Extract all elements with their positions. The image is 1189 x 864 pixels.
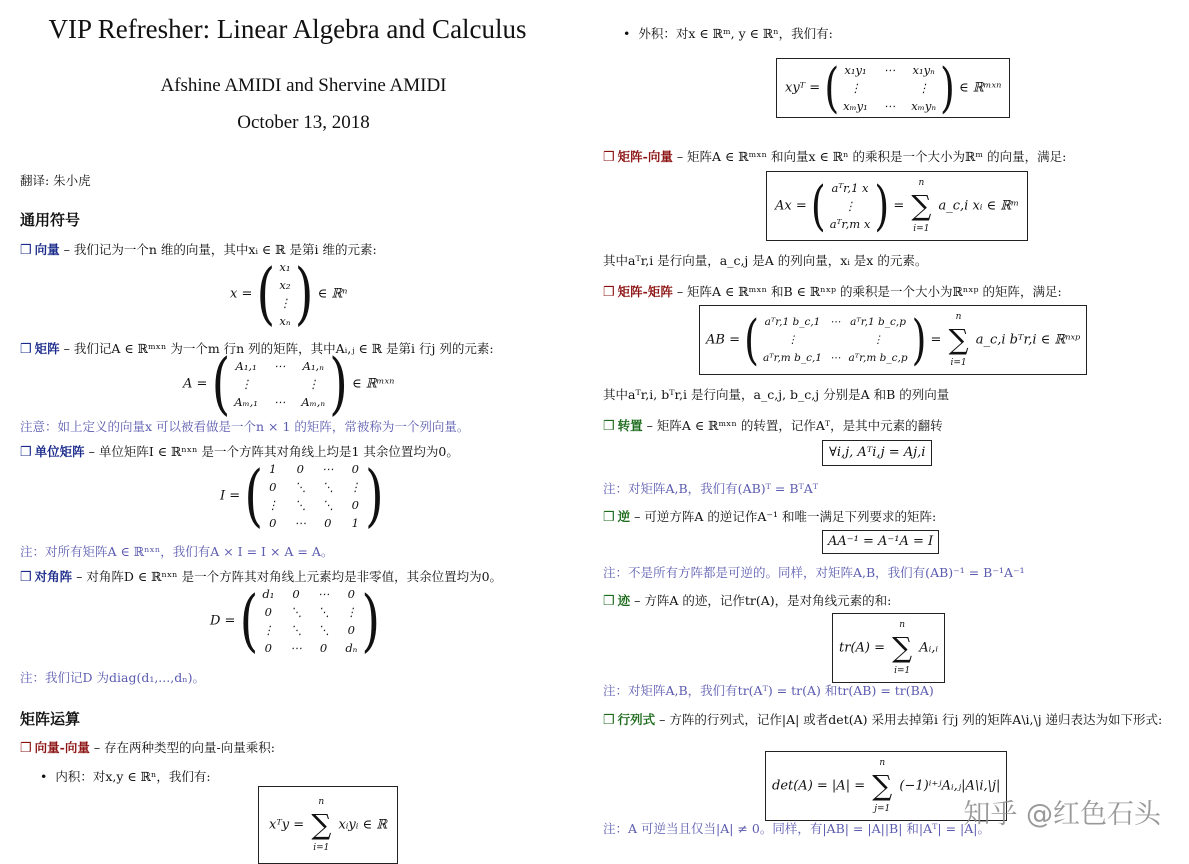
matrix-cell: ⋱: [290, 623, 302, 637]
matrix-cell: ⋱: [322, 498, 334, 512]
trace-definition: [603, 592, 1173, 611]
sum-sign-icon: ∑: [948, 323, 969, 356]
checkbox-icon: ❒: [603, 713, 615, 728]
matrix-cell: ⋱: [317, 623, 330, 637]
matrix-vector-text: – 矩阵A ∈ ℝᵐˣⁿ 和向量x ∈ ℝⁿ 的乘积是一个大小为ℝᵐ 的向量，满足:: [672, 149, 1067, 164]
matrix-cell: 0: [324, 516, 332, 530]
diagonal-text: – 对角阵D ∈ ℝⁿˣⁿ 是一个方阵其对角线上元素均是非零值，其余位置均为0。: [72, 569, 503, 584]
matrix-cell: ⋯: [829, 316, 841, 328]
sum-upper: n: [955, 312, 962, 322]
matrix-cell: x₂: [279, 278, 291, 292]
determinant-term: 行列式: [617, 712, 656, 727]
transpose-term: 转置: [617, 418, 643, 433]
determinant-text: – 方阵的行列式，记作|A| 或者det(A) 采用去掉第i 行j 列的矩阵A\i,\j 递归表达为如下形式:: [655, 712, 1163, 727]
matrix-cell: 0: [269, 516, 277, 530]
inner-product-equation: [258, 786, 398, 864]
matrix-cell: [884, 79, 896, 97]
matrix-cell: ⋯: [883, 63, 896, 77]
matrix-cell: 0: [264, 641, 272, 655]
matrix-cell: 0: [319, 641, 328, 655]
det-eq-rhs: (−1)ⁱ⁺ʲAᵢ,ⱼ|A\i,\j|: [899, 778, 1001, 794]
transpose-note: 注：对矩阵A,B，我们有(AB)ᵀ = BᵀAᵀ: [603, 481, 819, 496]
inner-eq-lhs: xᵀy =: [269, 817, 305, 833]
matrix-cell: ⋮: [279, 296, 291, 310]
matrix-cell: aᵀr,m b_c,p: [848, 352, 908, 364]
inverse-eq: AA⁻¹ = A⁻¹A = I: [822, 530, 939, 554]
matrix-cell: ⋯: [273, 359, 286, 373]
determinant-note: 注：A 可逆当且仅当|A| ≠ 0。同样，有|AB| = |A||B| 和|Aᵀ| = |A|。: [603, 821, 990, 836]
matrix-cell: 0: [292, 587, 300, 601]
matrix-cell: ⋱: [317, 605, 330, 619]
checkbox-icon: ❒: [20, 570, 32, 585]
checkbox-icon: ❒: [603, 510, 615, 525]
matrix-cell: ⋮: [872, 334, 884, 346]
sum-upper: n: [899, 620, 906, 630]
vector-text: – 我们记为一个n 维的向量，其中xᵢ ∈ ℝ 是第i 维的元素:: [59, 242, 377, 257]
det-eq-lhs: det(A) = |A| =: [772, 778, 866, 794]
matrix-cell: 1: [269, 462, 277, 476]
matrix-cell: ⋯: [829, 352, 841, 364]
trace-text: – 方阵A 的迹，记作tr(A)，是对角线元素的和:: [630, 593, 892, 608]
matrix-cell: x₁yₙ: [912, 63, 935, 77]
sum-sign-icon: ∑: [311, 808, 332, 841]
watermark: 知乎 @红色石头: [963, 799, 1161, 830]
bullet-icon: •: [623, 26, 631, 41]
checkbox-icon: ❒: [20, 342, 32, 357]
matrix-vector-definition: [603, 148, 1173, 167]
matrix-cell: xₙ: [279, 314, 291, 328]
section-operations: 矩阵运算: [20, 710, 81, 728]
trace-equation: [832, 613, 945, 683]
checkbox-icon: ❒: [603, 285, 615, 300]
matrix-cell: aᵀr,m b_c,1: [762, 352, 822, 364]
matrix-cell: 0: [264, 605, 272, 619]
vector-eq-lhs: x =: [230, 286, 253, 302]
matrix-entries: [234, 357, 325, 411]
sum-lower: i=1: [894, 666, 911, 676]
matrix-cell: ⋮: [844, 199, 856, 213]
matrix-equation: A = ( A₁,₁ ⋯ A₁,ₙ ⋮ ⋮ Aₘ,₁ ⋯ Aₘ,ₙ ) ∈ ℝᵐˣⁿ: [183, 344, 395, 424]
matrix-cell: ⋮: [917, 81, 930, 95]
matrix-vector-term: 矩阵-向量: [617, 149, 673, 164]
vector-vector-term: 向量-向量: [34, 740, 90, 755]
matrix-cell: ⋯: [294, 516, 307, 530]
diagonal-equation: D = ( d₁ 0 ⋯ 0 0 ⋱ ⋱ ⋮ ⋮ ⋱ ⋱ 0 0 ⋯ 0 dₙ ): [210, 581, 381, 661]
transpose-definition: [603, 417, 1173, 436]
matrix-cell: 0: [269, 480, 277, 494]
matrix-cell: ⋮: [240, 377, 252, 391]
sum-upper: n: [879, 758, 886, 768]
matrix-cell: ⋮: [345, 605, 358, 619]
inner-product-text: 内积：对x,y ∈ ℝⁿ，我们有:: [55, 769, 211, 784]
matrix-cell: ⋱: [294, 498, 307, 512]
outer-entries: [843, 61, 936, 115]
vector-equation: x = ( x₁ x₂ ⋮ xₙ ) ∈ ℝⁿ: [230, 254, 348, 334]
matrix-cell: ⋮: [849, 81, 862, 95]
translator-line: 翻译: 朱小虎: [20, 173, 91, 188]
section-notation: 通用符号: [20, 211, 81, 229]
checkbox-icon: ❒: [20, 243, 32, 258]
sum-lower: j=1: [874, 804, 891, 814]
inverse-term: 逆: [617, 509, 631, 524]
inner-product-item: [40, 768, 211, 786]
checkbox-icon: ❒: [603, 419, 615, 434]
matrix-matrix-term: 矩阵-矩阵: [617, 284, 673, 299]
matrix-cell: [274, 375, 286, 393]
mv-eq-lhs: Ax =: [775, 198, 807, 214]
paper-title: VIP Refresher: Linear Algebra and Calculus: [48, 14, 527, 44]
outer-product-item: [623, 25, 833, 43]
sum-upper: n: [918, 178, 925, 188]
inner-eq-rhs: xᵢyᵢ ∈ ℝ: [338, 817, 388, 833]
vector-eq-rhs: ∈ ℝⁿ: [317, 286, 348, 302]
transpose-equation: [822, 440, 932, 466]
identity-eq-lhs: I =: [220, 488, 241, 504]
matrix-text: – 我们记A ∈ ℝᵐˣⁿ 为一个m 行n 列的矩阵，其中Aᵢ,ⱼ ∈ ℝ 是第i 行j 列的元素:: [59, 341, 494, 356]
identity-term: 单位矩阵: [34, 444, 85, 459]
inverse-equation: [822, 530, 939, 554]
paper-authors: Afshine AMIDI and Shervine AMIDI: [160, 75, 447, 96]
matrix-cell: Aₘ,ₙ: [301, 395, 326, 409]
matrix-cell: ⋮: [262, 623, 275, 637]
matrix-cell: 0: [351, 498, 359, 512]
matrix-cell: ⋮: [307, 377, 320, 391]
sum-lower: i=1: [313, 843, 330, 853]
matrix-cell: ⋯: [290, 641, 302, 655]
matrix-cell: ⋱: [290, 605, 302, 619]
matrix-cell: ⋮: [349, 480, 362, 494]
matrix-cell: x₁: [279, 260, 291, 274]
sum-lower: i=1: [950, 358, 967, 368]
mv-eq-rhs: a_c,i xᵢ ∈ ℝᵐ: [938, 198, 1020, 214]
identity-note: 注：对所有矩阵A ∈ ℝⁿˣⁿ，我们有A × I = I × A = A。: [20, 544, 334, 559]
matrix-cell: ⋱: [294, 480, 307, 494]
sum-lower: i=1: [913, 224, 930, 234]
inverse-text: – 可逆方阵A 的逆记作A⁻¹ 和唯一满足下列要求的矩阵:: [630, 509, 937, 524]
matrix-cell: ⋯: [273, 395, 286, 409]
checkbox-icon: ❒: [20, 445, 32, 460]
matrix-cell: d₁: [262, 587, 275, 601]
sum-sign-icon: ∑: [872, 769, 893, 802]
matrix-cell: xₘy₁: [843, 99, 868, 113]
vector-term: 向量: [34, 242, 60, 257]
matrix-cell: ⋯: [322, 462, 334, 476]
outer-eq-lhs: xyᵀ =: [785, 80, 821, 96]
matrix-eq-rhs: ∈ ℝᵐˣⁿ: [351, 376, 395, 392]
checkbox-icon: ❒: [20, 741, 32, 756]
mv-entries: [830, 179, 871, 233]
matrix-cell: A₁,ₙ: [302, 359, 324, 373]
outer-eq-rhs: ∈ ℝᵐˣⁿ: [958, 80, 1002, 96]
sum-sign-icon: ∑: [892, 631, 913, 664]
matrix-cell: xₘyₙ: [911, 99, 936, 113]
determinant-definition: [603, 711, 1173, 730]
trace-note: 注：对矩阵A,B，我们有tr(Aᵀ) = tr(A) 和tr(AB) = tr(BA): [603, 683, 934, 698]
matrix-cell: 1: [351, 516, 359, 530]
matrix-matrix-definition: [603, 283, 1173, 302]
outer-product-text: 外积：对x ∈ ℝᵐ, y ∈ ℝⁿ，我们有:: [638, 26, 833, 41]
matrix-matrix-note: 其中aᵀr,i, bᵀr,i 是行向量，a_c,j, b_c,j 分别是A 和B 的列向量: [603, 387, 950, 402]
checkbox-icon: ❒: [603, 150, 615, 165]
matrix-note: 注意：如上定义的向量x 可以被看做是一个n × 1 的矩阵，常被称为一个列向量。: [20, 419, 470, 434]
matrix-cell: aᵀr,m x: [829, 217, 871, 231]
diagonal-entries: [262, 585, 357, 657]
mm-entries: [763, 313, 908, 367]
matrix-cell: x₁y₁: [844, 63, 867, 77]
matrix-cell: [830, 331, 841, 349]
identity-text: – 单位矩阵I ∈ ℝⁿˣⁿ 是一个方阵其对角线上均是1 其余位置均为0。: [84, 444, 459, 459]
matrix-cell: aᵀr,1 b_c,p: [850, 316, 906, 328]
transpose-text: – 矩阵A ∈ ℝᵐˣⁿ 的转置，记作Aᵀ，是其中元素的翻转: [642, 418, 943, 433]
matrix-cell: ⋯: [317, 587, 330, 601]
mm-eq-lhs: AB =: [706, 332, 740, 348]
diagonal-note: 注：我们记D 为diag(d₁,...,dₙ)。: [20, 670, 205, 685]
matrix-matrix-equation: AB = ( aᵀr,1 b_c,1 ⋯ aᵀr,1 b_c,p ⋮ ⋮ aᵀr,m b_c,1 ⋯ aᵀr,m b_c,p ) = n ∑ i=1 a_c,i bᵀr,i ∈ ℝⁿˣᵖ: [699, 305, 1087, 375]
matrix-vector-equation: Ax = ( aᵀr,1 x ⋮ aᵀr,m x ) = n ∑ i=1 a_c,i xᵢ ∈ ℝᵐ: [766, 171, 1028, 241]
mm-eq-rhs: a_c,i bᵀr,i ∈ ℝⁿˣᵖ: [975, 332, 1081, 348]
matrix-term: 矩阵: [34, 341, 60, 356]
matrix-cell: ⋯: [883, 99, 896, 113]
matrix-vector-note: 其中aᵀr,i 是行向量，a_c,j 是A 的列向量，xᵢ 是x 的元素。: [603, 253, 928, 268]
matrix-eq-lhs: A =: [183, 376, 208, 392]
vector-vector-definition: [20, 739, 580, 758]
inverse-note: 注：不是所有方阵都是可逆的。同样，对矩阵A,B，我们有(AB)⁻¹ = B⁻¹A⁻¹: [603, 565, 1025, 580]
matrix-cell: ⋮: [787, 334, 798, 346]
trace-eq-rhs: Aᵢ,ᵢ: [919, 640, 939, 656]
matrix-cell: 0: [347, 587, 355, 601]
vector-vector-text: – 存在两种类型的向量-向量乘积:: [89, 740, 275, 755]
sum-sign-icon: ∑: [911, 189, 932, 222]
checkbox-icon: ❒: [603, 594, 615, 609]
outer-product-equation: xyᵀ = ( x₁y₁ ⋯ x₁yₙ ⋮ ⋮ xₘy₁ ⋯ xₘyₙ ) ∈ ℝᵐˣⁿ: [776, 58, 1010, 118]
matrix-cell: ⋮: [267, 498, 279, 512]
vector-entries: [279, 258, 291, 330]
matrix-matrix-text: – 矩阵A ∈ ℝᵐˣⁿ 和B ∈ ℝⁿˣᵖ 的乘积是一个大小为ℝⁿˣᵖ 的矩阵，满足:: [672, 284, 1062, 299]
matrix-cell: aᵀr,1 x: [831, 181, 869, 195]
matrix-cell: aᵀr,1 b_c,1: [764, 316, 821, 328]
matrix-cell: A₁,₁: [235, 359, 257, 373]
identity-equation: I = ( 1 0 ⋯ 0 0 ⋱ ⋱ ⋮ ⋮ ⋱ ⋱ 0 0 ⋯ 0 1 ): [220, 456, 384, 536]
matrix-cell: 0: [347, 623, 355, 637]
inverse-definition: [603, 508, 1173, 527]
diagonal-eq-lhs: D =: [210, 613, 236, 629]
matrix-cell: Aₘ,₁: [234, 395, 258, 409]
identity-entries: [267, 460, 361, 532]
transpose-eq: ∀i,j, Aᵀi,j = Aj,i: [822, 440, 932, 466]
matrix-cell: ⋱: [322, 480, 334, 494]
diagonal-term: 对角阵: [34, 569, 73, 584]
trace-term: 迹: [617, 593, 631, 608]
trace-eq-lhs: tr(A) =: [839, 640, 885, 656]
sum-upper: n: [318, 797, 325, 807]
matrix-cell: 0: [351, 462, 359, 476]
matrix-cell: dₙ: [345, 641, 358, 655]
paper-date: October 13, 2018: [237, 112, 370, 133]
bullet-icon: •: [40, 769, 48, 784]
matrix-cell: 0: [296, 462, 304, 476]
